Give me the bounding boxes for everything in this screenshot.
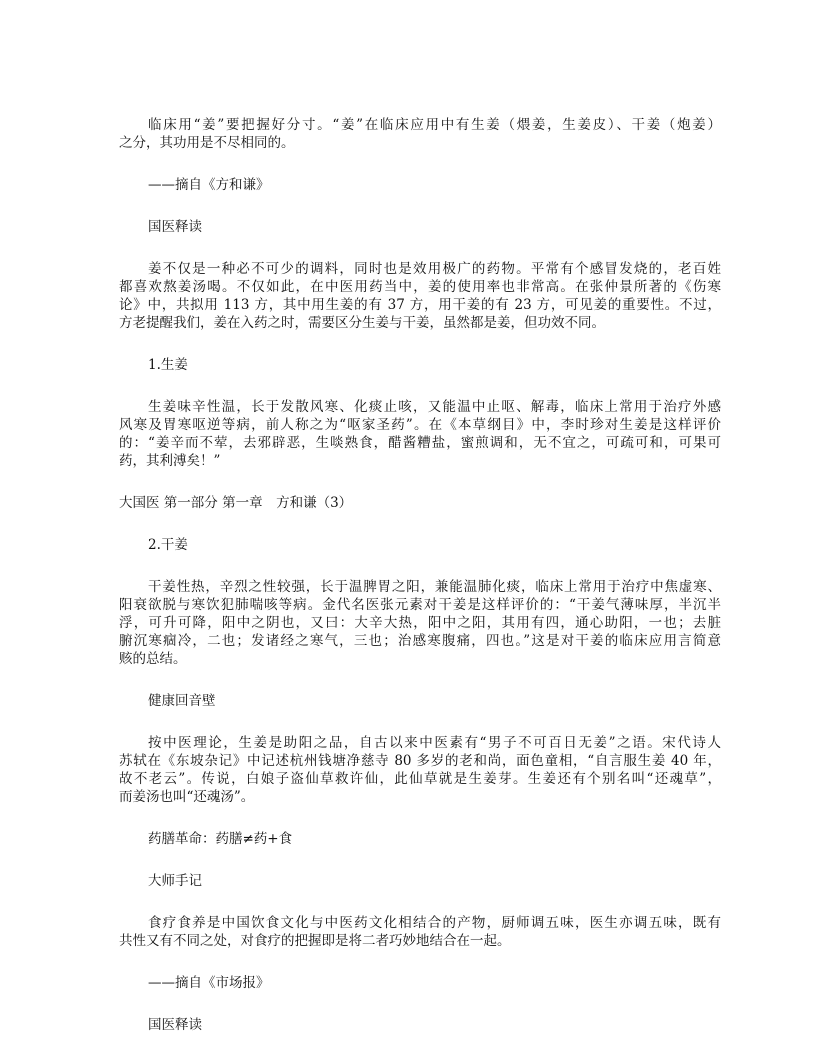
- text-line: 2.干姜: [148, 537, 188, 553]
- text-line: ——摘自《市场报》: [148, 975, 270, 991]
- text-line: 国医释读: [148, 1017, 202, 1033]
- section-heading: [119, 1016, 721, 1034]
- text-line: 论》中，共拟用 113 方，其中用生姜的有 37 方，用干姜的有 23 方，可见姜的重要性。不过，: [119, 297, 721, 313]
- paragraph: [119, 578, 721, 668]
- text-line: 食疗食养是中国饮食文化与中医药文化相结合的产物，厨师调五味，医生亦调五味，既有: [148, 915, 721, 931]
- text-line: 苏轼在《东坡杂记》中记述杭州钱塘净慈寺 80 多岁的老和尚，面色童相，“自言服生姜 40 年，: [119, 753, 721, 769]
- paragraph: [119, 116, 721, 152]
- text-line: 临床用“姜”要把握好分寸。“姜”在临床应用中有生姜（煨姜，生姜皮）、干姜（炮姜）: [148, 117, 721, 133]
- section-heading: [119, 692, 721, 710]
- text-line: 风寒及胃寒呕逆等病，前人称之为“呕家圣药”。在《本草纲目》中，李时珍对生姜是这样评价: [119, 417, 721, 433]
- text-line: 大国医 第一部分 第一章 方和谦（3）: [119, 495, 353, 511]
- text-line: ——摘自《方和谦》: [148, 177, 270, 193]
- source-citation: [119, 974, 721, 992]
- text-line: 之分，其功用是不尽相同的。: [119, 135, 295, 151]
- text-line: 都喜欢熬姜汤喝。不仅如此，在中医用药当中，姜的使用率也非常高。在张仲景所著的《伤寒: [119, 279, 721, 295]
- text-line: 国医释读: [148, 219, 202, 235]
- section-heading: [119, 356, 721, 374]
- text-line: 赅的总结。: [119, 651, 187, 667]
- section-heading: [119, 830, 721, 848]
- text-line: 干姜性热，辛烈之性较强，长于温脾胃之阳，兼能温肺化痰，临床上常用于治疗中焦虚寒、: [148, 579, 721, 595]
- paragraph: [119, 398, 721, 470]
- document-page: [119, 116, 721, 1058]
- text-line: 按中医理论，生姜是助阳之品，自古以来中医素有“男子不可百日无姜”之语。宋代诗人: [148, 735, 721, 751]
- text-line: 1.生姜: [148, 357, 188, 373]
- text-line: 健康回音壁: [148, 693, 216, 709]
- text-line: 而姜汤也叫“还魂汤”。: [119, 789, 255, 805]
- paragraph: [119, 260, 721, 332]
- text-line: 共性又有不同之处，对食疗的把握即是将二者巧妙地结合在一起。: [119, 933, 511, 949]
- text-line: 姜不仅是一种必不可少的调料，同时也是效用极广的药物。平常有个感冒发烧的，老百姓: [148, 261, 721, 277]
- text-line: 药，其利溥矣！”: [119, 453, 221, 469]
- text-line: 浮，可升可降，阳中之阴也，又曰：大辛大热，阳中之阳，其用有四，通心助阳，一也；去脏: [119, 615, 721, 631]
- text-line: 阳衰欲脱与寒饮犯肺喘咳等病。金代名医张元素对干姜是这样评价的：“干姜气薄味厚，半沉半: [119, 597, 721, 613]
- section-heading: [119, 536, 721, 554]
- section-heading: [119, 872, 721, 890]
- source-citation: [119, 176, 721, 194]
- paragraph: [119, 914, 721, 950]
- text-line: 方老提醒我们，姜在入药之时，需要区分生姜与干姜，虽然都是姜，但功效不同。: [119, 315, 605, 331]
- text-line: 的：“姜辛而不荤，去邪辟恶，生啖熟食，醋酱糟盐，蜜煎调和，无不宜之，可疏可和，可果可: [119, 435, 721, 451]
- text-line: 药膳革命：药膳≠药+食: [148, 831, 293, 847]
- text-line: 腑沉寒痼冷，二也；发诸经之寒气，三也；治感寒腹痛，四也。”这是对干姜的临床应用言简意: [119, 633, 721, 649]
- section-heading: [119, 218, 721, 236]
- chapter-heading: [119, 494, 721, 512]
- text-line: 大师手记: [148, 873, 202, 889]
- text-line: 生姜味辛性温，长于发散风寒、化痰止咳，又能温中止呕、解毒，临床上常用于治疗外感: [148, 399, 721, 415]
- text-line: 故不老云”。传说，白娘子盗仙草救许仙，此仙草就是生姜芽。生姜还有个别名叫“还魂草”，: [119, 771, 721, 787]
- paragraph: [119, 734, 721, 806]
